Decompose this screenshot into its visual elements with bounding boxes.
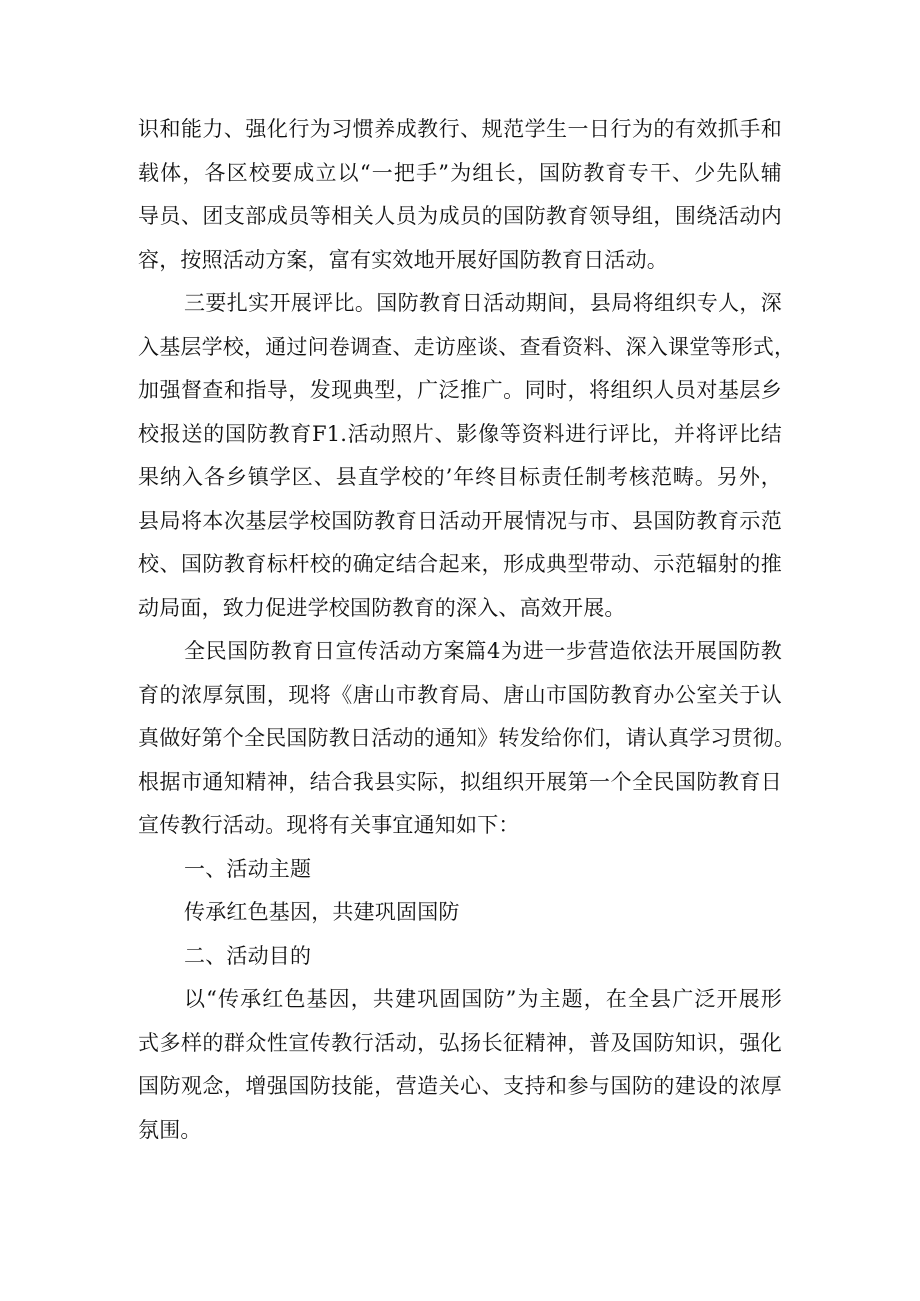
text-line: 育的浓厚氛围，现将《唐山市教育局、唐山市国防教育办公室关于认 (138, 682, 782, 707)
paragraph (138, 108, 782, 282)
text-line: 校报送的国防教育F1.活动照片、影像等资料进行评比，并将评比结 (138, 421, 782, 446)
text-line: 氛围。 (138, 1117, 202, 1142)
text-line: 导员、团支部成员等相关人员为成员的国防教育领导组，围绕活动内 (138, 204, 782, 228)
text-line: 以“传承红色基因，共建巩固国防”为主题，在全县广泛开展形 (184, 987, 782, 1011)
text-line: 宣传教行活动。现将有关事宜通知如下： (138, 813, 520, 837)
paragraph (138, 891, 782, 935)
text-line: 式多样的群众性宣传教行活动，弘扬长征精神，普及国防知识，强化 (138, 1030, 782, 1055)
paragraph (138, 282, 796, 630)
text-line: 入基层学校，通过问卷调查、走访座谈、查看资料、深入课堂等形式， (138, 334, 796, 359)
section-heading (138, 848, 782, 892)
text-line: 载体，各区校要成立以“一把手”为组长，国防教育专干、少先队辅 (138, 160, 782, 185)
heading-activity-purpose: 二、活动目的 (184, 943, 312, 968)
heading-activity-theme: 一、活动主题 (184, 856, 312, 881)
text-line: 国防观念，增强国防技能，营造关心、支持和参与国防的建设的浓厚 (138, 1074, 782, 1098)
text-line: 果纳入各乡镇学区、县直学校的’年终目标责任制考核范畴。另外， (138, 465, 782, 489)
text-line: 三要扎实开展评比。国防教育日活动期间，县局将组织专人，深 (184, 291, 782, 315)
paragraph (138, 630, 796, 848)
text-line: 县局将本次基层学校国防教育日活动开展情况与市、县国防教育示范 (138, 508, 782, 533)
section-heading (138, 935, 782, 979)
text-line: 容，按照活动方案，富有实效地开展好国防教育日活动。 (138, 247, 668, 272)
document-page (138, 108, 796, 1152)
text-line: 识和能力、强化行为习惯养成教行、规范学生一日行为的有效抓手和 (138, 117, 782, 141)
paragraph (138, 978, 782, 1152)
text-line: 动局面，致力促进学校国防教育的深入、高效开展。 (138, 595, 626, 620)
text-line: 全民国防教育日宣传活动方案篇4为进一步营造依法开展国防教 (184, 639, 782, 663)
text-line: 真做好第个全民国防教日活动的通知》转发给你们，请认真学习贯彻。 (138, 726, 796, 750)
activity-theme-text: 传承红色基因，共建巩固国防 (184, 900, 460, 924)
text-line: 加强督查和指导，发现典型，广泛推广。同时，将组织人员对基层乡 (138, 378, 782, 402)
text-line: 校、国防教育标杆校的确定结合起来，形成典型带动、示范辐射的推 (138, 552, 782, 576)
text-line: 根据市通知精神，结合我县实际，拟组织开展第一个全民国防教育日 (138, 769, 782, 794)
